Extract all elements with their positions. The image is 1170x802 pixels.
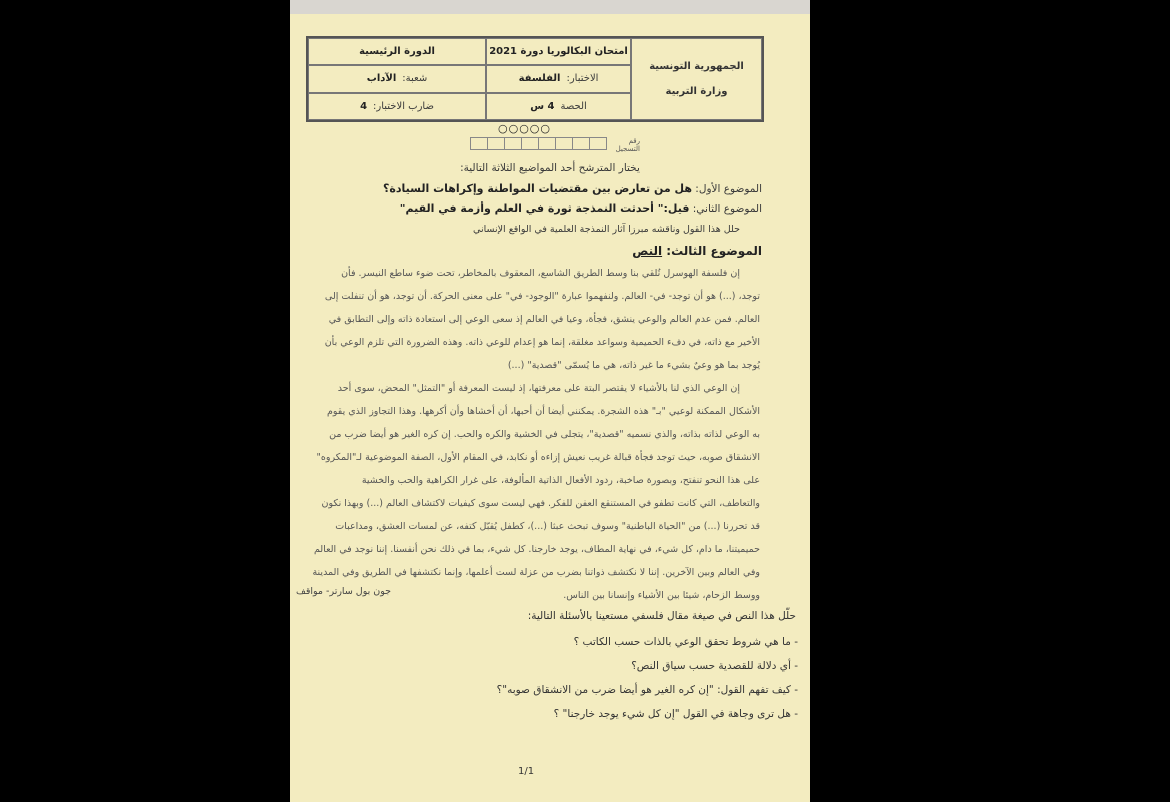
passage [290,262,810,607]
passage-line: الأخير مع ذاته، في دفء الحميمية وسواعد مغلقة، إنما هو إعدام للوعي ذاته. وهذه الضرورة التي تلزم الوعي بأن [324,337,760,348]
question-4: - هل ترى وجاهة في القول "إن كل شيء يوجد خارجنا" ؟ [553,708,798,720]
header-col-exam [486,38,631,120]
branch-cell: شعبة: الآداب [308,65,486,92]
coefficient-cell: ضارب الاختبار: 4 [308,93,486,120]
paper-top-edge [290,0,810,14]
page-number: 1/1 [518,766,535,777]
question-3: - كيف تفهم القول: "إن كره الغير هو أيضا ضرب من الانشقاق صوبه"؟ [496,684,798,696]
subject-cell: الاختبار: الفلسفة [486,65,631,92]
passage-line: على هذا النحو تنفتح، وبصورة صاخبة، ردود الأفعال الذاتية المألوفة، على غرار الكراهية والحب والخشية [361,475,760,486]
topic-2-instruction: حلل هذا القول وناقشه مبرزا آثار النمذجة العلمية في الواقع الإنساني [473,224,740,235]
exam-paper-photo [290,0,810,802]
topic-2: الموضوع الثاني: قيل:" أحدثت النمذجة ثورة في العلم وأزمة في القيم" [399,202,762,215]
passage-line: حميميتنا، ما دام، كل شيء، في نهاية المطاف، يوجد خارجنا. كل شيء، بما في ذلك نحن أنفسنا. إننا نوجد في العالم [313,544,760,555]
candidate-code-label: رقم التسجيل [615,137,640,153]
author-citation: جون بول سارتر- مواقف [296,586,392,597]
passage-line: الأشكال الممكنة لوعيي "بـ" هذه الشجرة. يمكنني أيضا أن أحبها، أن أخشاها وأن أكرهها. وهذا التجاوز الذي يقوم [326,406,760,417]
candidate-code [470,122,640,152]
passage-line: العالم. فمن عدم العالم والوعي ينشق، فجأة، وعيا في العالم إذ سعى الوعي إلى استعادة ذاته وإلى التطابق في [328,314,760,325]
passage-line: به الوعي لذاته بذاته، والذي نسميه "قصدية"، يتجلى في الخشية والكره والحب. إن كره الغير هو أيضا ضرب من [329,429,760,440]
exam-name-cell: امتحان البكالوريا دورة 2021 [486,38,631,65]
session-cell: الدورة الرئيسية [308,38,486,65]
passage-line: يُوجد بما هو وعيٌ بشيء ما غير ذاته، هي ما يُسمّى "قصدية" (...) [507,360,760,371]
duration-cell: الحصة 4 س [486,93,631,120]
candidate-code-boxes [470,137,606,150]
passage-line: ووسط الزحام، شيئا بين الأشياء وإنسانا بين الناس. [563,590,760,601]
passage-line: الانشقاق صوبه، حيث توجد فجأة قبالة غريب نعيش إزاءه أو نكابد، في المقام الأول، الصفة الموضوعية لـ"المكروه" [316,452,760,463]
instructions: يختار المترشح أحد المواضيع الثلاثة التالية: [460,162,640,174]
exam-header-table [306,36,764,122]
question-2: - أي دلالة للقصدية حسب سياق النص؟ [631,660,798,672]
passage-line: إن فلسفة الهوسرل تُلقي بنا وسط الطريق الشاسع، المعقوف بالمخاطر، تحت ضوء ساطع النيسر. فأن [341,268,740,279]
passage-line: وفي العالم وبين الآخرين. إننا لا نكتشف ذواتنا بضرب من عزلة لست أعلمها، وإنما نكتشفها في الطريق وفي المدينة [312,567,760,578]
header-col-government [631,38,762,120]
topic-3-heading: الموضوع الثالث: النص [632,244,762,258]
questions-intro: حلّل هذا النص في صيغة مقال فلسفي مستعينا بالأسئلة التالية: [527,610,796,622]
ministry-name: وزارة التربية [665,86,728,97]
passage-line: قد تحررنا (...) من "الحياة الباطنية" وسوف تبحث عبثا (...)، كطفل يُقبّل كتفه، عن لمسات العشق، ومداعبات [335,521,760,532]
passage-line: والتعاطف، التي كانت تطفو في المستنقع العفن للفكر. فهي ليست سوى كيفيات لاكتشاف العالم (...) وبهذا نكون [321,498,760,509]
passage-line: إن الوعي الذي لنا بالأشياء لا يقتصر البتة على معرفتها، إذ ليست المعرفة أو "التمثل" المحض، سوى أحد [337,383,740,394]
header-col-session [308,38,486,120]
candidate-code-dots: ○○○○○ [498,122,551,135]
country-name: الجمهورية التونسية [649,61,744,72]
passage-line: توجد، (...) هو أن توجد- في- العالم. ولنفهموا عبارة "الوجود- في" على معنى الحركة. أن توجد، هو أن تنفلت إلى [324,291,760,302]
question-1: - ما هي شروط تحقق الوعي بالذات حسب الكاتب ؟ [573,636,798,648]
topic-1: الموضوع الأول: هل من تعارض بين مقتضيات المواطنة وإكراهات السيادة؟ [383,182,762,195]
